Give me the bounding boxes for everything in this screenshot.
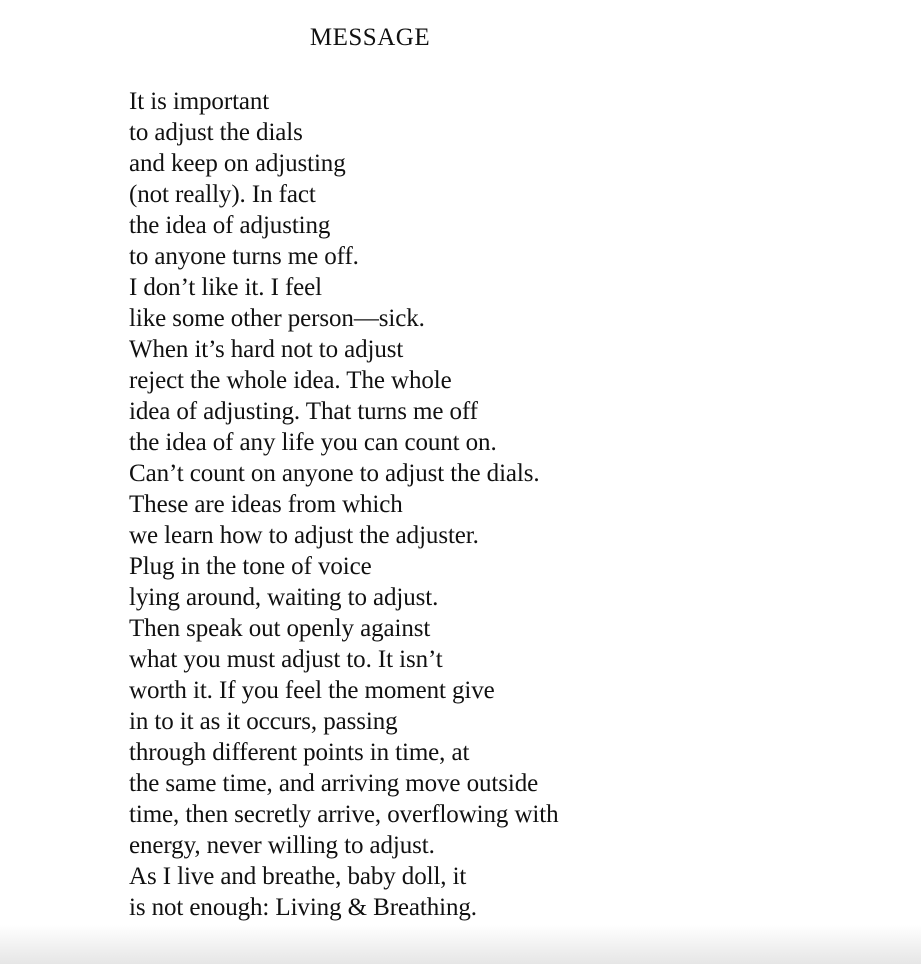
poem-line: lying around, waiting to adjust. [129, 584, 439, 611]
poem-line: When it’s hard not to adjust [129, 336, 404, 363]
poem-line: worth it. If you feel the moment give [129, 677, 495, 704]
poem-line: As I live and breathe, baby doll, it [129, 863, 467, 890]
poem-line: the idea of adjusting [129, 212, 331, 239]
poem-line: the same time, and arriving move outside [129, 770, 539, 797]
poem-line: Plug in the tone of voice [129, 553, 372, 580]
poem-body [129, 86, 559, 923]
poem-line: like some other person—sick. [129, 305, 425, 332]
poem-line: Can’t count on anyone to adjust the dials. [129, 460, 540, 487]
poem-line: These are ideas from which [129, 491, 403, 518]
poem-line: through different points in time, at [129, 739, 470, 766]
poem-title: MESSAGE [309, 24, 431, 51]
poem-line: we learn how to adjust the adjuster. [129, 522, 479, 549]
poem-line: is not enough: Living & Breathing. [129, 894, 477, 921]
poem-line: energy, never willing to adjust. [129, 832, 435, 859]
poem-line: Then speak out openly against [129, 615, 431, 642]
poem-line: to anyone turns me off. [129, 243, 359, 270]
poem-line: I don’t like it. I feel [129, 274, 323, 301]
poem-line: reject the whole idea. The whole [129, 367, 452, 394]
poem-line: time, then secretly arrive, overflowing with [129, 801, 559, 828]
poem-line: to adjust the dials [129, 119, 303, 146]
poem-line: and keep on adjusting [129, 150, 346, 177]
poem-line: in to it as it occurs, passing [129, 708, 398, 735]
poem-line: idea of adjusting. That turns me off [129, 398, 478, 425]
poem-line: (not really). In fact [129, 181, 316, 208]
poem-line: It is important [129, 88, 270, 115]
poem-line: what you must adjust to. It isn’t [129, 646, 443, 673]
poem-line: the idea of any life you can count on. [129, 429, 497, 456]
